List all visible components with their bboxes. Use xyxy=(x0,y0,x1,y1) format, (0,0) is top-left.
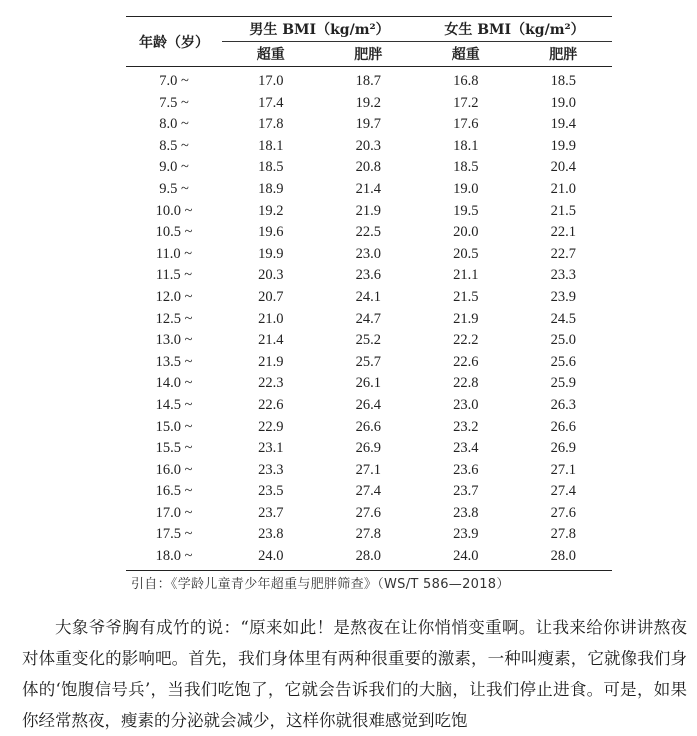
female-obese-cell: 19.9 xyxy=(550,137,576,154)
female-obese-cell: 18.5 xyxy=(550,73,576,89)
male-obese-cell: 25.2 xyxy=(355,332,381,349)
male-bmi-header: 男生 BMI（kg/m²） xyxy=(222,17,417,42)
male-overweight-cell: 17.8 xyxy=(258,116,284,133)
female-overweight-cell: 23.6 xyxy=(453,461,479,478)
age-cell: 17.0 ~ xyxy=(155,504,193,521)
male-overweight-cell: 21.4 xyxy=(258,332,284,349)
female-overweight-cell: 19.0 xyxy=(453,180,479,197)
male-overweight-cell: 22.6 xyxy=(258,396,284,413)
age-cell: 12.0 ~ xyxy=(155,288,193,305)
female-obese-cell: 23.9 xyxy=(550,288,576,305)
male-obese-cell: 27.1 xyxy=(355,461,381,478)
female-overweight-cell: 22.6 xyxy=(453,353,479,370)
female-overweight-cell: 22.8 xyxy=(453,375,479,392)
male-overweight-cell: 19.6 xyxy=(258,224,284,241)
male-overweight-cell: 20.7 xyxy=(258,288,284,305)
male-obese-cell: 28.0 xyxy=(355,548,381,565)
female-obese-cell: 20.4 xyxy=(550,159,576,176)
female-obese-header: 肥胖 xyxy=(549,47,578,63)
age-cell: 15.0 ~ xyxy=(155,418,193,435)
male-overweight-cell: 18.5 xyxy=(258,159,284,176)
table-row xyxy=(126,352,612,374)
female-obese-cell: 26.9 xyxy=(550,440,576,457)
female-obese-cell: 22.1 xyxy=(550,224,576,241)
table-row xyxy=(126,417,612,439)
female-obese-cell: 23.3 xyxy=(550,267,576,284)
table-row xyxy=(126,373,612,395)
male-overweight-cell: 18.1 xyxy=(258,137,284,154)
female-overweight-cell: 23.4 xyxy=(453,440,479,457)
female-overweight-cell: 24.0 xyxy=(453,548,479,565)
table-row xyxy=(126,503,612,525)
female-overweight-cell: 17.2 xyxy=(453,94,479,111)
bmi-table-container xyxy=(126,16,612,571)
table-row xyxy=(126,524,612,546)
female-obese-cell: 22.7 xyxy=(550,245,576,262)
table-row xyxy=(126,136,612,158)
male-overweight-cell: 17.4 xyxy=(258,94,284,111)
table-row xyxy=(126,244,612,266)
male-overweight-cell: 18.9 xyxy=(258,180,284,197)
male-obese-cell: 27.4 xyxy=(355,483,381,500)
age-cell: 17.5 ~ xyxy=(155,526,193,543)
female-overweight-cell: 20.5 xyxy=(453,245,479,262)
table-row xyxy=(126,546,612,570)
female-obese-cell: 28.0 xyxy=(550,548,576,565)
female-obese-cell: 27.6 xyxy=(550,504,576,521)
male-overweight-cell: 19.2 xyxy=(258,202,284,219)
male-overweight-cell: 22.9 xyxy=(258,418,284,435)
male-obese-cell: 26.1 xyxy=(355,375,381,392)
female-overweight-cell: 18.5 xyxy=(453,159,479,176)
age-cell: 7.0 ~ xyxy=(159,73,189,89)
age-cell: 16.0 ~ xyxy=(155,461,193,478)
female-obese-cell: 27.4 xyxy=(550,483,576,500)
table-row xyxy=(126,395,612,417)
male-obese-cell: 18.7 xyxy=(355,73,381,89)
age-cell: 8.5 ~ xyxy=(159,137,189,154)
age-cell: 13.5 ~ xyxy=(155,353,193,370)
female-obese-cell: 27.8 xyxy=(550,526,576,543)
age-cell: 14.5 ~ xyxy=(155,396,193,413)
table-row xyxy=(126,330,612,352)
male-obese-cell: 19.2 xyxy=(355,94,381,111)
male-obese-cell: 23.0 xyxy=(355,245,381,262)
age-cell: 15.5 ~ xyxy=(155,440,193,457)
male-obese-cell: 20.8 xyxy=(355,159,381,176)
male-obese-cell: 20.3 xyxy=(355,137,381,154)
female-overweight-cell: 19.5 xyxy=(453,202,479,219)
male-overweight-cell: 23.7 xyxy=(258,504,284,521)
age-cell: 11.5 ~ xyxy=(155,267,193,284)
female-overweight-cell: 16.8 xyxy=(453,73,479,89)
female-overweight-cell: 23.2 xyxy=(453,418,479,435)
table-body xyxy=(126,67,612,571)
age-cell: 7.5 ~ xyxy=(159,94,189,111)
table-row xyxy=(126,438,612,460)
female-overweight-cell: 17.6 xyxy=(453,116,479,133)
table-row xyxy=(126,460,612,482)
female-obese-cell: 21.5 xyxy=(550,202,576,219)
male-obese-cell: 26.4 xyxy=(355,396,381,413)
age-cell: 9.0 ~ xyxy=(159,159,189,176)
table-row xyxy=(126,287,612,309)
age-cell: 12.5 ~ xyxy=(155,310,193,327)
male-obese-cell: 27.8 xyxy=(355,526,381,543)
table-row xyxy=(126,481,612,503)
female-overweight-cell: 23.0 xyxy=(453,396,479,413)
female-obese-cell: 26.3 xyxy=(550,396,576,413)
age-cell: 16.5 ~ xyxy=(155,483,193,500)
female-obese-cell: 27.1 xyxy=(550,461,576,478)
male-obese-cell: 19.7 xyxy=(355,116,381,133)
female-obese-cell: 26.6 xyxy=(550,418,576,435)
female-obese-cell: 25.0 xyxy=(550,332,576,349)
male-obese-cell: 24.7 xyxy=(355,310,381,327)
male-overweight-header: 超重 xyxy=(256,47,285,63)
male-obese-cell: 24.1 xyxy=(355,288,381,305)
male-obese-cell: 26.9 xyxy=(355,440,381,457)
table-row xyxy=(126,201,612,223)
female-overweight-cell: 22.2 xyxy=(453,332,479,349)
age-cell: 14.0 ~ xyxy=(155,375,193,392)
female-overweight-cell: 23.8 xyxy=(453,504,479,521)
table-row xyxy=(126,114,612,136)
female-overweight-cell: 21.1 xyxy=(453,267,479,284)
table-row xyxy=(126,67,612,93)
female-overweight-cell: 18.1 xyxy=(453,137,479,154)
table-row xyxy=(126,179,612,201)
male-obese-cell: 22.5 xyxy=(355,224,381,241)
male-overweight-cell: 24.0 xyxy=(258,548,284,565)
male-obese-cell: 27.6 xyxy=(355,504,381,521)
female-overweight-cell: 23.9 xyxy=(453,526,479,543)
female-obese-cell: 19.4 xyxy=(550,116,576,133)
male-overweight-cell: 20.3 xyxy=(258,267,284,284)
male-obese-cell: 26.6 xyxy=(355,418,381,435)
female-obese-cell: 19.0 xyxy=(550,94,576,111)
male-obese-header: 肥胖 xyxy=(354,47,383,63)
female-obese-cell: 21.0 xyxy=(550,180,576,197)
table-row xyxy=(126,265,612,287)
male-overweight-cell: 23.1 xyxy=(258,440,284,457)
table-row xyxy=(126,157,612,179)
age-cell: 9.5 ~ xyxy=(159,180,189,197)
male-overweight-cell: 17.0 xyxy=(258,73,284,89)
female-obese-cell: 25.9 xyxy=(550,375,576,392)
female-overweight-cell: 21.9 xyxy=(453,310,479,327)
female-overweight-header: 超重 xyxy=(451,47,480,63)
age-cell: 8.0 ~ xyxy=(159,116,189,133)
table-row xyxy=(126,309,612,331)
male-obese-cell: 23.6 xyxy=(355,267,381,284)
age-cell: 18.0 ~ xyxy=(155,548,193,565)
male-overweight-cell: 21.0 xyxy=(258,310,284,327)
male-overweight-cell: 23.8 xyxy=(258,526,284,543)
female-overweight-cell: 21.5 xyxy=(453,288,479,305)
age-cell: 10.5 ~ xyxy=(155,224,193,241)
source-citation: 引自：《学龄儿童青少年超重与肥胖筛查》（WS/T 586—2018） xyxy=(131,577,510,592)
age-column-header: 年龄（岁） xyxy=(139,34,209,51)
male-overweight-cell: 23.3 xyxy=(258,461,284,478)
body-paragraph: 大象爷爷胸有成竹的说：“原来如此！是熬夜在让你悄悄变重啊。让我来给你讲讲熬夜对体重变化的影响吧。首先，我们身体里有两种很重要的激素，一种叫瘦素，它就像我们身体的‘饱腹信号兵’，当我们吃饱了，它就会告诉我们的大脑，让我们停止进食。可是，如果你经常熬夜，瘦素的分泌就会减少，这样你就很难感觉到吃饱 xyxy=(22,618,687,730)
male-obese-cell: 25.7 xyxy=(355,353,381,370)
age-cell: 11.0 ~ xyxy=(155,245,193,262)
male-obese-cell: 21.4 xyxy=(355,180,381,197)
table-row xyxy=(126,93,612,115)
male-overweight-cell: 19.9 xyxy=(258,245,284,262)
female-bmi-header: 女生 BMI（kg/m²） xyxy=(417,17,612,42)
female-obese-cell: 25.6 xyxy=(550,353,576,370)
age-cell: 10.0 ~ xyxy=(155,202,193,219)
male-overweight-cell: 23.5 xyxy=(258,483,284,500)
age-cell: 13.0 ~ xyxy=(155,332,193,349)
female-overweight-cell: 20.0 xyxy=(453,224,479,241)
male-overweight-cell: 21.9 xyxy=(258,353,284,370)
male-obese-cell: 21.9 xyxy=(355,202,381,219)
table-row xyxy=(126,222,612,244)
bmi-screening-table xyxy=(126,16,612,571)
female-overweight-cell: 23.7 xyxy=(453,483,479,500)
female-obese-cell: 24.5 xyxy=(550,310,576,327)
male-overweight-cell: 22.3 xyxy=(258,375,284,392)
